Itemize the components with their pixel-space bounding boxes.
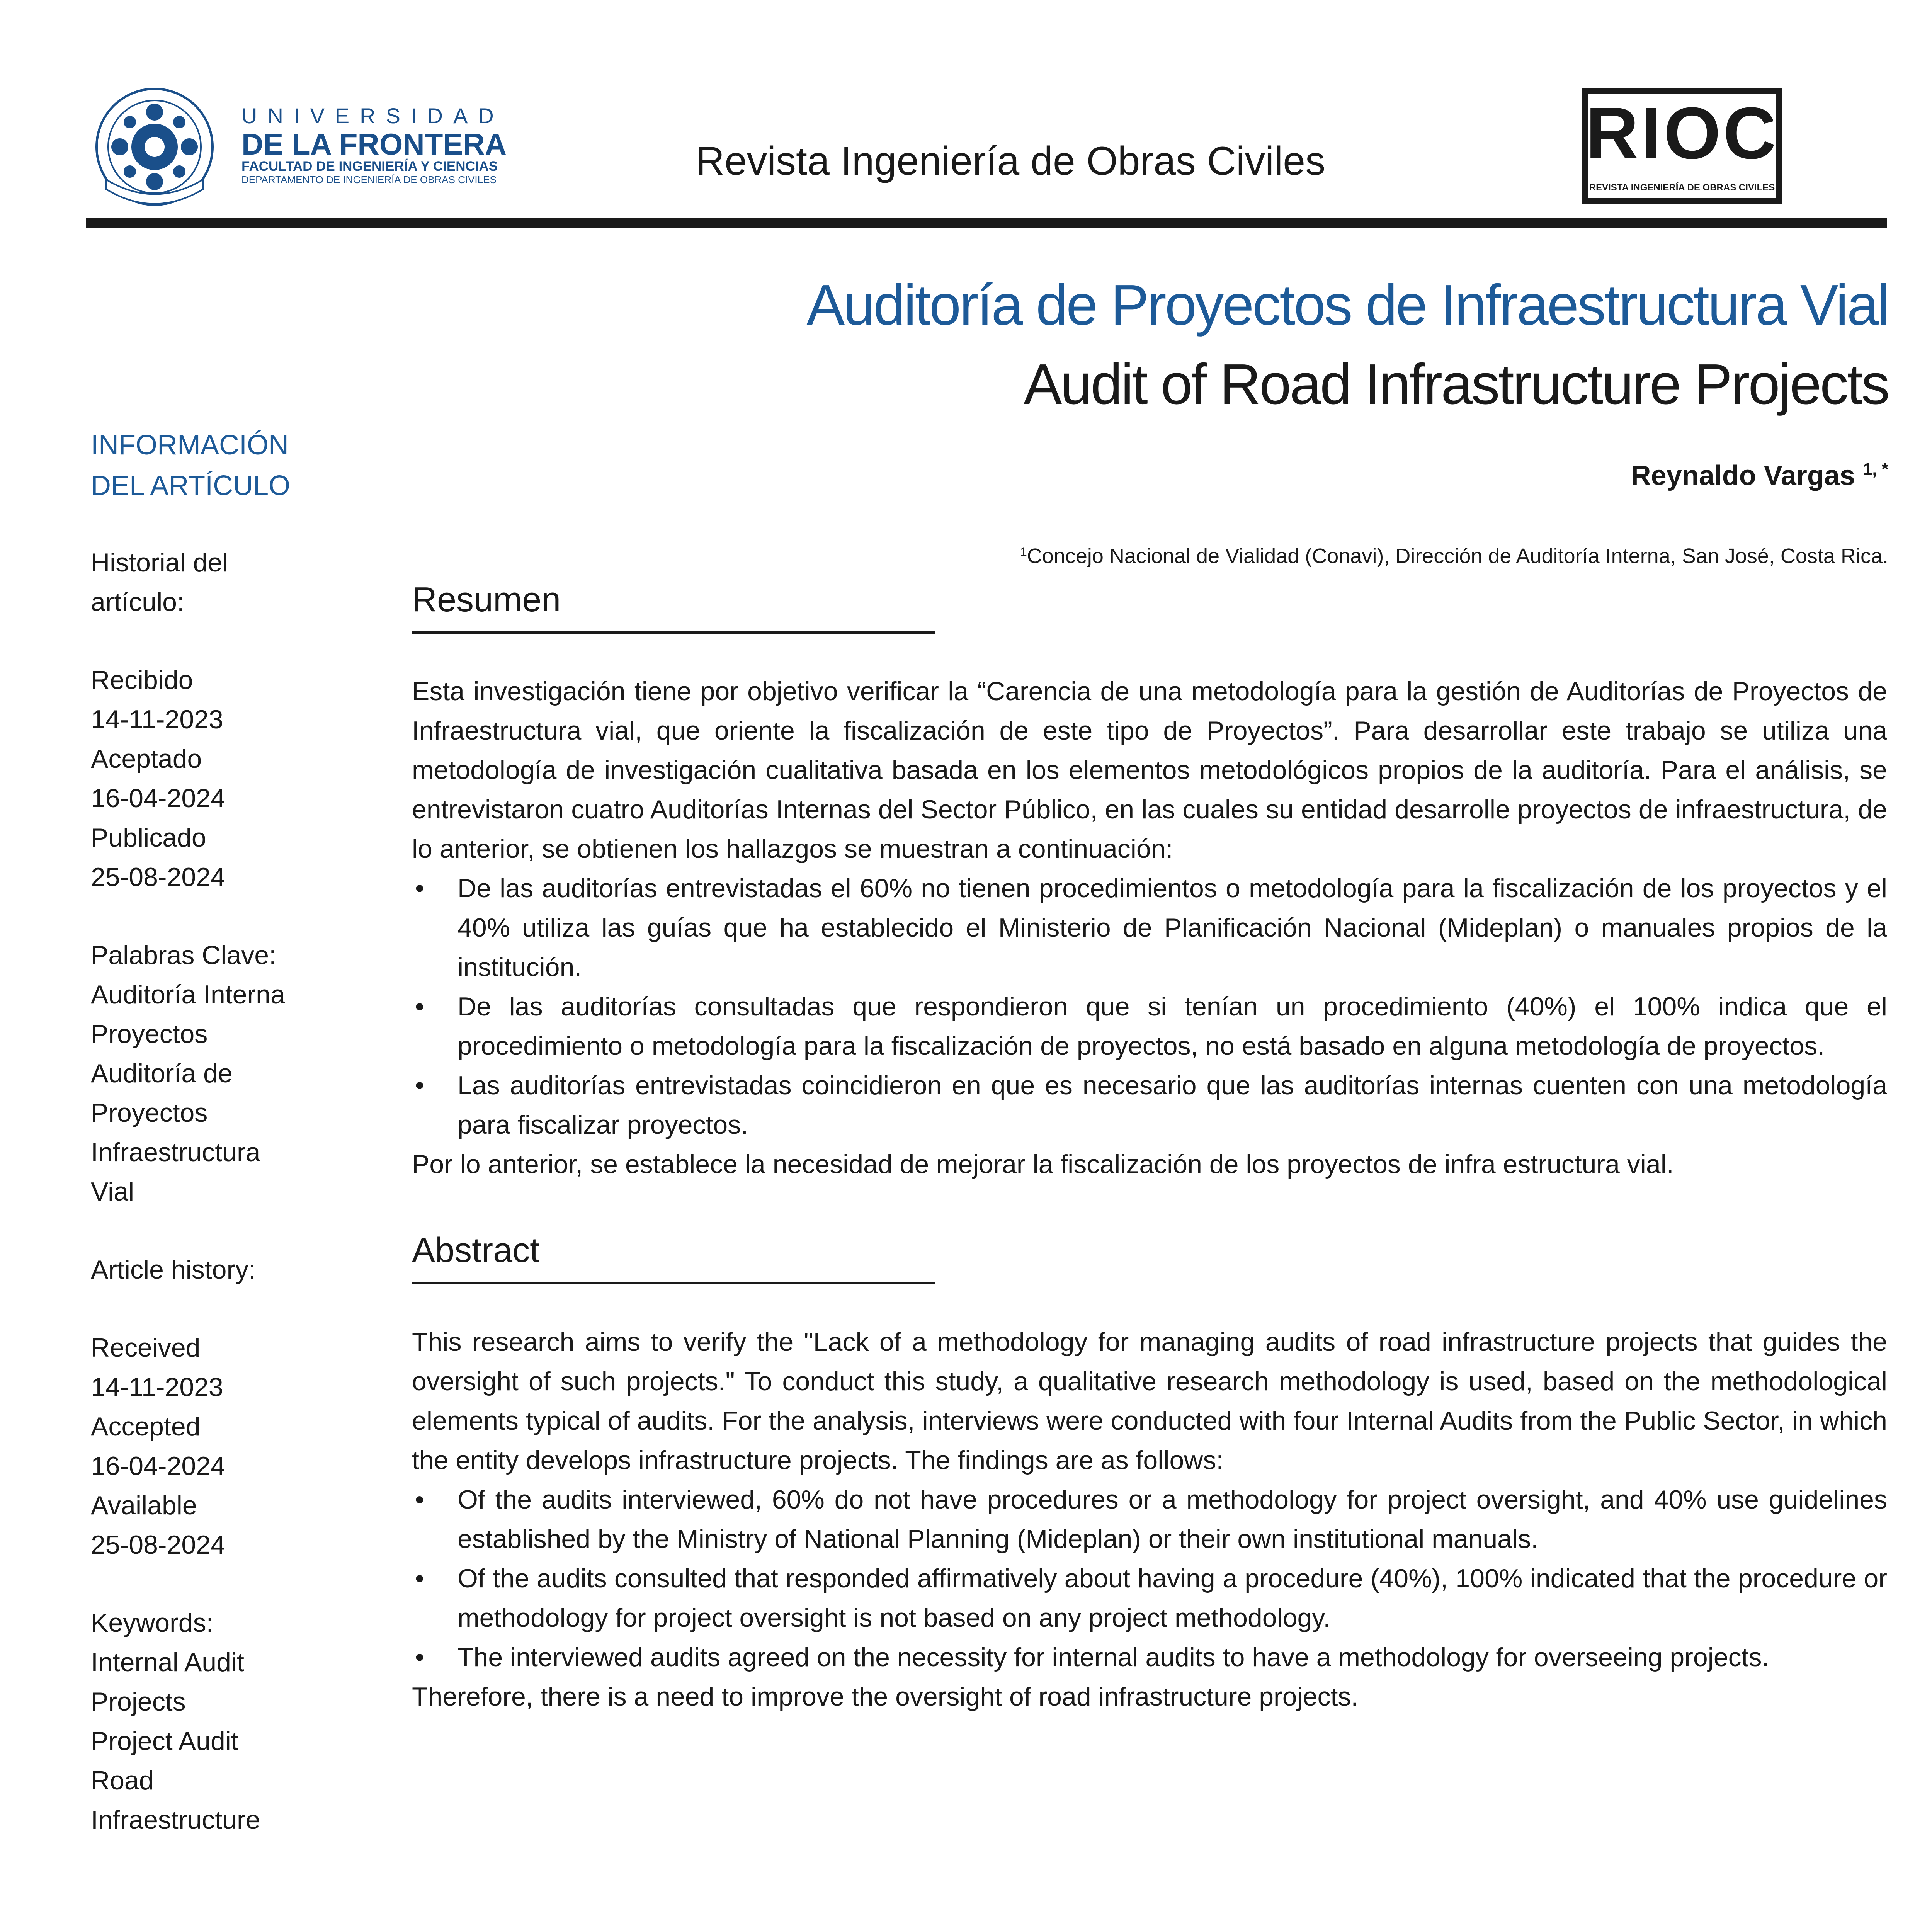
resumen-section (412, 576, 1887, 1184)
article-info-sidebar (91, 425, 354, 1840)
journal-title: Revista Ingeniería de Obras Civiles (696, 139, 1326, 184)
sidebar-line: Accepted (91, 1412, 201, 1441)
finding-text: De las auditorías entrevistadas el 60% no tienen procedimientos o metodología para la fiscalización de los proyectos y el 40% utiliza las guías que ha establecido el Ministerio de Planificación Nacional (Mideplan) o manuales propios de la institución. (457, 874, 1887, 982)
finding-item (412, 1066, 1887, 1145)
finding-text: Of the audits consulted that responded affirmatively about having a procedure (40%), 100% indicated that the procedure or methodology for project oversight is not based on any project methodology. (457, 1564, 1887, 1633)
svg-text:REVISTA INGENIERÍA DE OBRAS CI: REVISTA INGENIERÍA DE OBRAS CIVILES (1589, 182, 1775, 193)
sidebar-title-line: DEL ARTÍCULO (91, 470, 291, 501)
sidebar-line: Auditoría Interna (91, 980, 285, 1009)
finding-item (412, 1480, 1887, 1559)
sidebar-line: Aceptado (91, 744, 202, 774)
historial-block (91, 543, 354, 622)
sidebar-line: Infraestructura (91, 1138, 260, 1167)
bullet-icon: • (415, 1071, 424, 1100)
sidebar-line: 16-04-2024 (91, 1451, 225, 1481)
sidebar-line: Infraestructure (91, 1805, 260, 1835)
sidebar-line: 25-08-2024 (91, 862, 225, 892)
sidebar-line: Proyectos (91, 1098, 208, 1128)
university-wordmark (242, 104, 535, 185)
finding-item (412, 869, 1887, 987)
abstract-heading: Abstract (412, 1231, 540, 1270)
author-name (1631, 460, 1888, 492)
sidebar-line: artículo: (91, 587, 184, 617)
faculty-name: FACULTAD DE INGENIERÍA Y CIENCIAS (242, 159, 498, 174)
sidebar-line: Article history: (91, 1255, 256, 1284)
sidebar-line: 25-08-2024 (91, 1530, 225, 1560)
abstract-conclusion: Therefore, there is a need to improve the oversight of road infrastructure projects. (412, 1682, 1359, 1711)
article-title-english: Audit of Road Infrastructure Projects (1024, 352, 1888, 416)
svg-text:RIOC: RIOC (1585, 92, 1779, 174)
university-label: UNIVERSIDAD (242, 104, 504, 128)
finding-item (412, 1559, 1887, 1638)
sidebar-line: Proyectos (91, 1019, 208, 1049)
sidebar-line: Palabras Clave: (91, 940, 277, 970)
article-history-dates-block (91, 1328, 354, 1565)
sidebar-line: Available (91, 1491, 197, 1520)
sidebar-line: Vial (91, 1177, 134, 1206)
university-name: DE LA FRONTERA (242, 127, 507, 161)
affiliation-mark: 1 (1020, 545, 1027, 559)
abstract-findings-list (412, 1480, 1887, 1677)
affiliation-text: Concejo Nacional de Vialidad (Conavi), Dirección de Auditoría Interna, San José, Costa Rica. (1027, 544, 1888, 568)
author-name-text: Reynaldo Vargas (1631, 460, 1855, 491)
bullet-icon: • (415, 992, 424, 1021)
bullet-icon: • (415, 874, 424, 903)
bullet-icon: • (415, 1564, 424, 1593)
resumen-conclusion: Por lo anterior, se establece la necesidad de mejorar la fiscalización de los proyectos de infra estructura vial. (412, 1150, 1674, 1179)
university-seal-icon (91, 85, 218, 213)
sidebar-line: Keywords: (91, 1608, 214, 1638)
sidebar-line: Projects (91, 1687, 186, 1716)
finding-text: The interviewed audits agreed on the necessity for internal audits to have a methodology for overseeing projects. (457, 1643, 1769, 1672)
sidebar-line: Historial del (91, 548, 228, 577)
bullet-icon: • (415, 1485, 424, 1514)
resumen-heading-rule (412, 631, 935, 634)
sidebar-line: Recibido (91, 665, 193, 695)
sidebar-line: Project Audit (91, 1726, 238, 1756)
historial-dates-block (91, 660, 354, 897)
sidebar-line: 14-11-2023 (91, 1372, 223, 1402)
abstract-heading-rule (412, 1282, 935, 1284)
sidebar-line: Received (91, 1333, 201, 1362)
header-divider (86, 218, 1887, 228)
university-logo (91, 77, 524, 205)
article-title-spanish: Auditoría de Proyectos de Infraestructura Vial (806, 273, 1888, 337)
article-history-block (91, 1250, 354, 1289)
finding-item (412, 987, 1887, 1066)
abstract-section (412, 1226, 1887, 1716)
sidebar-line: Road (91, 1766, 154, 1795)
rioc-logo (1582, 87, 1782, 205)
bullet-icon: • (415, 1643, 424, 1672)
finding-item (412, 1638, 1887, 1677)
resumen-intro: Esta investigación tiene por objetivo verificar la “Carencia de una metodología para la gestión de Auditorías de Proyectos de Infraestructura vial, que oriente la fiscalización de este tipo de Proyectos”. Para desarrollar este trabajo se utiliza una metodología de investigación cualitativa basada en los elementos metodológicos propios de la auditoría. Para el análisis, se entrevistaron cuatro Auditorías Internas del Sector Público, en las cuales su entidad desarrolle proyectos de infraestructura, de lo anterior, se obtienen los hallazgos se muestran a continuación: (412, 677, 1887, 864)
finding-text: Las auditorías entrevistadas coincidieron en que es necesario que las auditorías internas cuenten con una metodología para fiscalizar proyectos. (457, 1071, 1887, 1139)
sidebar-title (91, 425, 354, 506)
resumen-heading: Resumen (412, 580, 561, 619)
sidebar-line: 14-11-2023 (91, 705, 223, 734)
author-marks: 1, * (1862, 460, 1888, 479)
palabras-clave-block (91, 935, 354, 1211)
sidebar-line: Publicado (91, 823, 206, 852)
author-affiliation (1020, 544, 1888, 568)
finding-text: De las auditorías consultadas que respondieron que si tenían un procedimiento (40%) el 100% indica que el procedimiento o metodología para la fiscalización de proyectos, no está basado en alguna metodología de proyectos. (457, 992, 1887, 1061)
keywords-block (91, 1603, 354, 1840)
sidebar-line: 16-04-2024 (91, 784, 225, 813)
finding-text: Of the audits interviewed, 60% do not have procedures or a methodology for project oversight, and 40% use guidelines established by the Ministry of National Planning (Mideplan) or their own institutional manuals. (457, 1485, 1887, 1554)
sidebar-line: Auditoría de (91, 1059, 233, 1088)
resumen-findings-list (412, 869, 1887, 1145)
abstract-intro: This research aims to verify the "Lack of a methodology for managing audits of road infrastructure projects that guides the oversight of such projects." To conduct this study, a qualitative research methodology is used, based on the methodological elements typical of audits. For the analysis, interviews were conducted with four Internal Audits from the Public Sector, in which the entity develops infrastructure projects. The findings are as follows: (412, 1327, 1887, 1475)
sidebar-title-line: INFORMACIÓN (91, 430, 289, 461)
department-name: DEPARTAMENTO DE INGENIERÍA DE OBRAS CIVILES (242, 174, 497, 185)
main-content (412, 576, 1887, 1716)
sidebar-line: Internal Audit (91, 1648, 244, 1677)
